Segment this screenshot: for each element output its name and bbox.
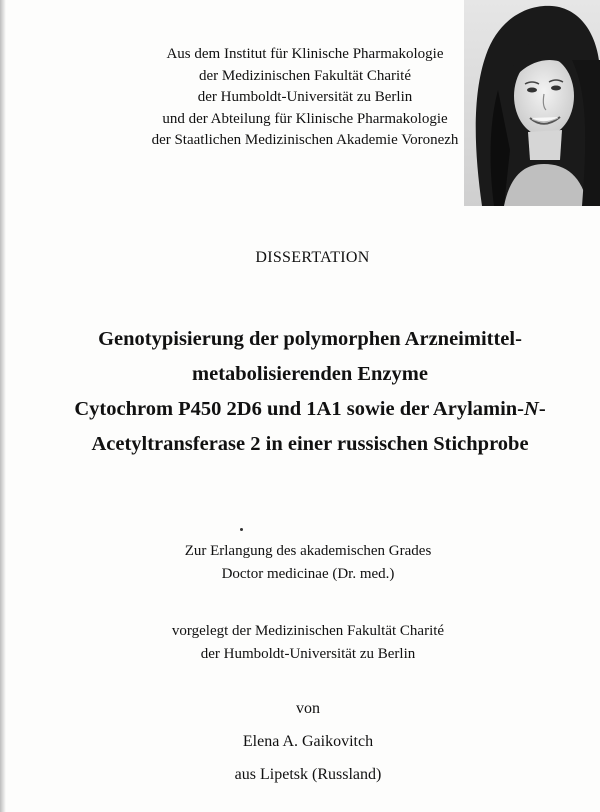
title-line-3-italic: N (524, 398, 539, 420)
degree-block (0, 540, 600, 586)
scan-edge-shadow (0, 0, 6, 812)
title-line-3-prefix: Cytochrom P450 2D6 und 1A1 sowie der Arylamin- (74, 398, 525, 420)
institute-line-4: und der Abteilung für Klinische Pharmakologie (162, 110, 448, 127)
author-name: Elena A. Gaikovitch (242, 733, 374, 750)
institute-line-2: der Medizinischen Fakultät Charité (198, 67, 412, 84)
document-type-heading: DISSERTATION (255, 249, 370, 266)
title-line-1: Genotypisierung der polymorphen Arzneimittel- (98, 328, 522, 350)
scan-speck (240, 528, 243, 531)
author-block (0, 692, 600, 791)
institute-line-3: der Humboldt-Universität zu Berlin (197, 89, 413, 105)
degree-line-1: Zur Erlangung des akademischen Grades (184, 543, 432, 559)
title-line-4: Acetyltransferase 2 in einer russischen Stichprobe (91, 433, 529, 455)
submitted-line-2: der Humboldt-Universität zu Berlin (200, 646, 416, 662)
author-portrait-photo (464, 0, 600, 206)
title-line-3-suffix: - (538, 398, 546, 420)
institute-block (140, 44, 470, 152)
author-origin: aus Lipetsk (Russland) (234, 766, 382, 783)
degree-line-2: Doctor medicinae (Dr. med.) (221, 566, 395, 582)
dissertation-title (30, 322, 590, 462)
portrait-image (464, 0, 600, 206)
author-von: von (296, 700, 320, 717)
submitted-block (0, 620, 600, 666)
title-line-3 (30, 392, 590, 427)
institute-line-5: der Staatlichen Medizinischen Akademie Voronezh (151, 132, 459, 148)
submitted-line-1: vorgelegt der Medizinischen Fakultät Charité (171, 623, 445, 639)
title-line-2: metabolisierenden Enzyme (192, 363, 428, 385)
institute-line-1: Aus dem Institut für Klinische Pharmakologie (166, 46, 444, 62)
